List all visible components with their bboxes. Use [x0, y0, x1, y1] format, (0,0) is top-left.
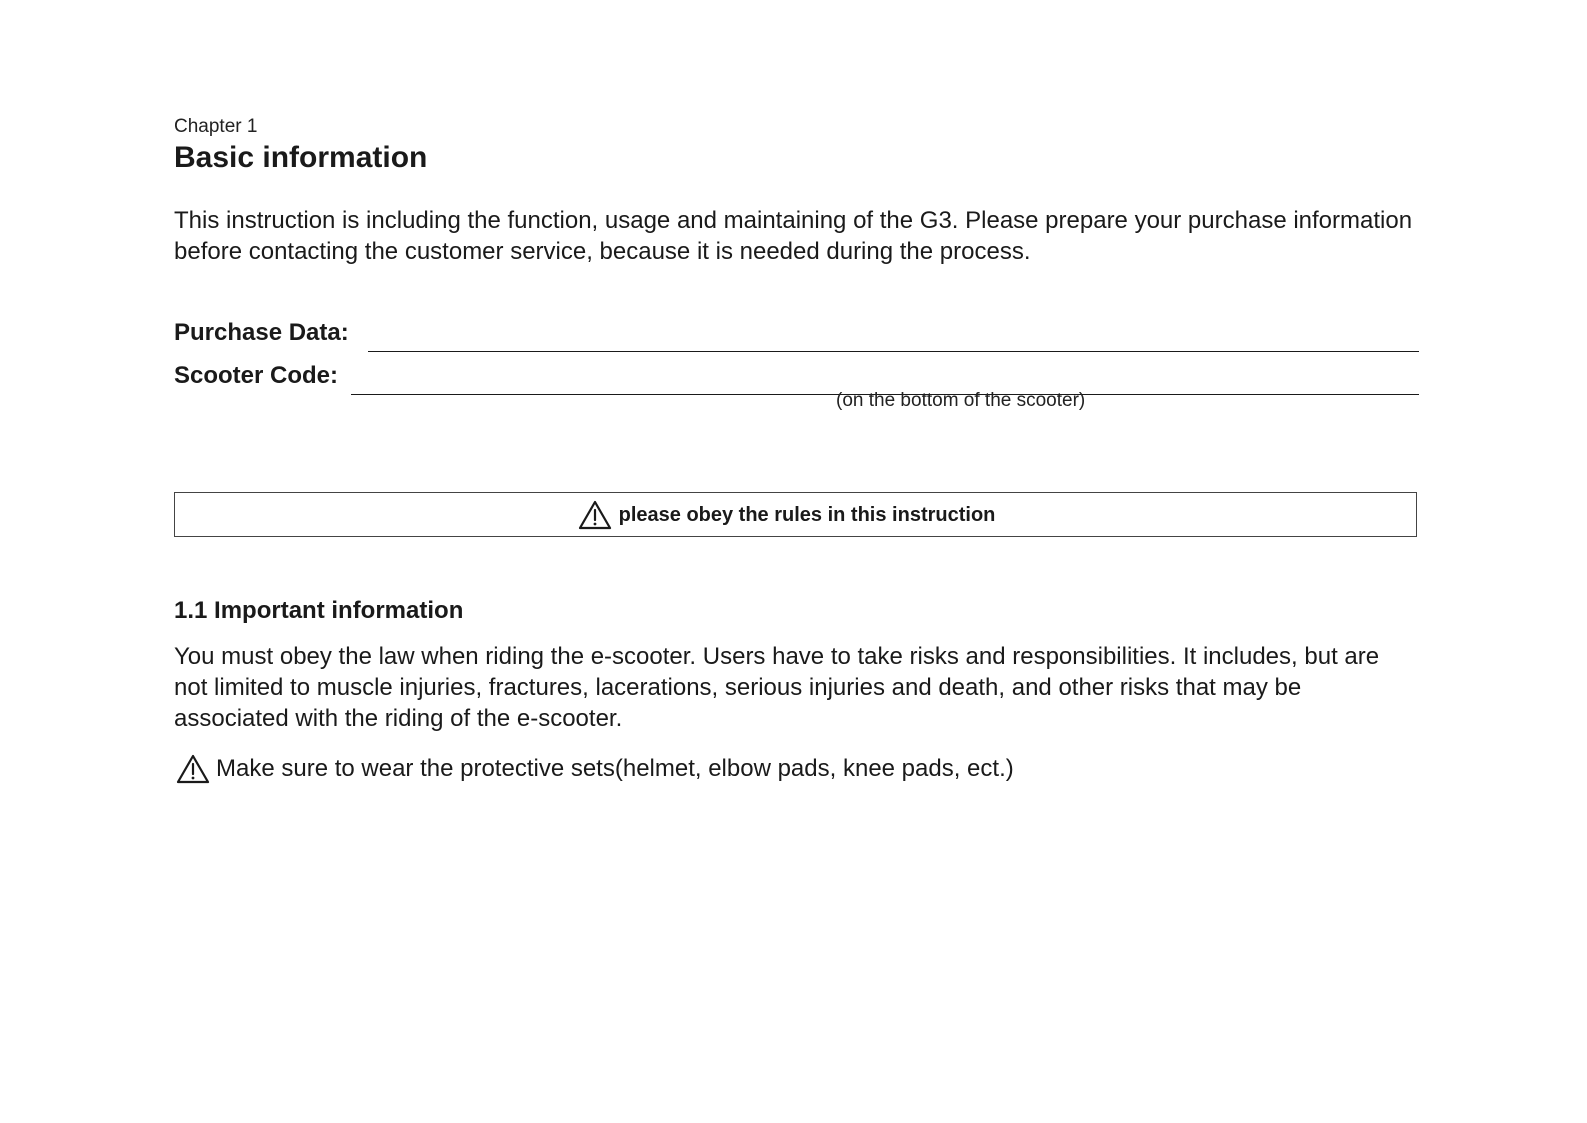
- chapter-label: Chapter 1: [174, 116, 258, 137]
- warning-triangle-icon: [578, 500, 612, 530]
- scooter-code-label: Scooter Code:: [174, 362, 339, 389]
- intro-paragraph: This instruction is including the function, usage and maintaining of the G3. Please prepare your purchase information before contacting the customer service, because it is needed during the process.: [174, 207, 1413, 265]
- warning-box: [174, 492, 1417, 537]
- purchase-date-field[interactable]: [368, 351, 1419, 352]
- warning-triangle-icon: [176, 754, 210, 784]
- page-title: Basic information: [174, 141, 428, 174]
- scooter-code-field[interactable]: [351, 390, 1419, 411]
- purchase-date-label: Purchase Data:: [174, 319, 349, 346]
- safety-note-text: Make sure to wear the protective sets(helmet, elbow pads, knee pads, ect.): [216, 755, 1014, 782]
- warning-text: please obey the rules in this instruction: [618, 503, 996, 526]
- scooter-code-row: [174, 361, 1419, 411]
- purchase-date-row: [174, 318, 1419, 352]
- section-body: You must obey the law when riding the e-scooter. Users have to take risks and responsibilities. It includes, but are not limited to muscle injuries, fractures, lacerations, serious injuries and death, and other risks that may be associated with the riding of the e-scooter.: [174, 643, 1380, 732]
- scooter-code-hint: (on the bottom of the scooter): [836, 390, 1086, 411]
- safety-note: [176, 754, 1014, 784]
- section-title: 1.1 Important information: [174, 597, 464, 624]
